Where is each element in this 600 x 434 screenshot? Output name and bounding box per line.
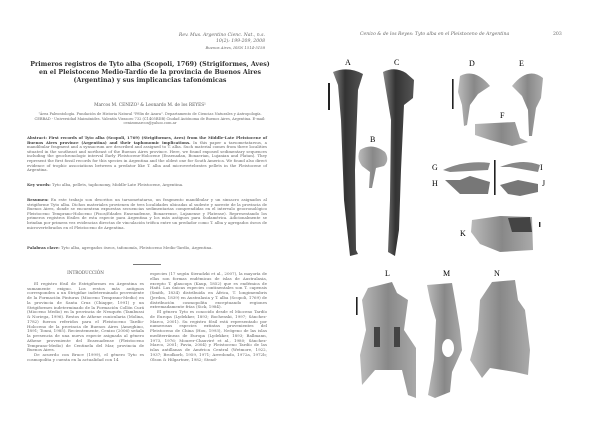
affiliation: ¹Área Paleontología. Fundación de Historia Natural "Félix de Azara". Departamento de Ciencias Naturales y Antropología. CEBBAD - Universidad Maimónides. Valentín Virasoro 732 (C1405BDB) Ciudad Autónoma de Buenos Aires, Argentina. E-mail: cenizomarcos@yahoo.com.ar — [34, 112, 266, 126]
palabras-clave-text: Tyto alba, agregados óseos, tafonomía, Pleistoceno Medio-Tardío, Argentina. — [59, 245, 213, 250]
figure-label-f: F — [500, 111, 505, 120]
fossil-i-mandible — [500, 162, 540, 172]
abstract-label: Abstract: First records of Tyto alba (Scopoli, 1769) (Strigiformes, Aves) from the Middle-Late Pleistocene of Buenos Aires province (Argentina) and their taphonomic implications. — [27, 135, 267, 145]
figure-label-h: H — [432, 179, 438, 188]
scale-bar-a — [328, 83, 330, 110]
palabras-clave-label: Palabras clave: — [27, 245, 60, 250]
fossil-detail — [508, 217, 532, 232]
journal-citation: Rev. Mus. Argentino Cienc. Nat., n.s. — [178, 33, 265, 38]
running-header: Cenizo & de los Reyes: Tyto alba en el Pleistoceno de Argentina — [360, 32, 510, 37]
figure-label-i: I — [540, 163, 543, 172]
scale-bar-k — [539, 222, 540, 227]
journal-volume: 10(2): 199-209, 2008 — [215, 39, 265, 44]
fossil-j-mandible — [500, 180, 538, 196]
figure-label-l: L — [385, 269, 390, 278]
fossil-f-element — [475, 122, 528, 146]
right-page — [300, 0, 600, 434]
figure-label-n: N — [494, 269, 500, 278]
article-title: Primeros registros de Tyto alba (Scopoli, 1769) (Strigiformes, Aves) en el Pleistoceno Medio-Tardío de la provincia de Buenos Aires (Argentina) y sus implicancias tafonómicas — [30, 61, 270, 84]
fossil-g-mandible — [443, 162, 490, 172]
body-paragraph: especies (17 según Sieradzki et al., 2007), la mayoría de ellas son formas endémicas de islas de Australasia, excepto T. glaucops (Kaup, 1852) que es endémica de Haití. Las únicas especies continentales son T. capensis (Smith, 1834) distribuida en África, T. longimembris (Jerdon, 1839) en Australasia y T. alba (Scopoli, 1769) de distribución cosmopolita exceptuando regiones extremadamente frías (Sick, 1984). — [150, 271, 267, 310]
authors: Marcos M. CENIZO¹ & Leonardo M. de los REYES¹ — [94, 103, 206, 108]
abstract — [27, 136, 267, 173]
figure-label-b: B — [370, 135, 376, 144]
fossil-detail — [374, 327, 380, 347]
page-number: 203 — [553, 32, 562, 37]
fossil-figure — [300, 0, 600, 434]
journal-header — [179, 33, 265, 51]
scale-bar-d — [452, 79, 454, 109]
keywords-text: Tyto alba, pellets, taphonomy, Middle-Late Pleistocene, Argentina. — [50, 182, 184, 187]
figure-label-m: M — [443, 269, 451, 278]
fossil-l-synsacrum — [360, 282, 416, 398]
journal-issn: Buenos Aires, ISSN 1514-5158 — [205, 45, 265, 50]
figure-label-g: G — [432, 163, 438, 172]
scale-bar-gj — [494, 160, 496, 195]
fossil-m-synsacrum — [427, 283, 462, 398]
column-left — [27, 271, 144, 363]
fossil-e-element — [512, 74, 543, 137]
scale-bar-l — [356, 297, 358, 315]
fossil-b-element — [358, 146, 387, 188]
figure-label-c: C — [394, 58, 400, 67]
keywords — [27, 183, 267, 188]
figure-label-k: K — [460, 229, 466, 238]
body-paragraph: De acuerdo con Bruce (1999), el género Tyto es cosmopolita y cuenta en la actualidad con 14 — [27, 352, 144, 362]
body-paragraph: El registro fósil de Estrigiformes en Argentina es sumamente exiguo. Los restos más antiguos corresponden a un Strigidae indeterminado proveniente de la Formación Pinturas (Mioceno Temprano-Medio) en la provincia de Santa Cruz (Chiappe, 1991) y un Strigiformes indeterminado de la Formación Collón Curá (Mioceno Medio) en la provincia de Neuquén (Tambussi & Noriega, 1996). Restos de Athene cunicularia (Molina, 1782) fueron referidos para el Pleistoceno Tardío-Holoceno de la provincia de Buenos Aires (Ameghino, 1891; Tonni, 1985). Recientemente, Cenizo (2006) señala la presencia de una nueva especie asignada al género Athene proveniente del Ensenadense (Pleistoceno Temprano-Medio) de Centinela del Mar, provincia de Buenos Aires. — [27, 280, 144, 353]
fossil-detail — [442, 339, 454, 357]
figure-label-d: D — [469, 59, 475, 68]
intro-heading: INTRODUCCIÓN — [67, 270, 104, 275]
resumen-label: Resumen: — [27, 197, 49, 202]
column-right — [150, 272, 267, 362]
resumen — [27, 198, 267, 230]
resumen-text: En este trabajo son descritos un tarsometatarso, un fragmento mandibular y un sinsacro asignados al strigiforme Tyto alba. Dichos materiales provienen de tres localidades ubicadas al sudeste y noreste de la provincia de Buenos Aires, donde se encuentran expuestas secuencias sedimentarias comprendidas en el intervalo geocronológico Pleistoceno Temprano-Holoceno (Pisos/Edades Ensenadense, Bonaerense, Lujanense y Platense). Representando los primeros registros fósiles de esta especie para Argentina y los más antiguos para Sudamérica. Adicionalmente se brindan por primera vez evidencias directas de vinculación trófica entre un predador como T. alba y agregados óseos de microvertebrados en el Pleistoceno de Argentina. — [27, 197, 267, 230]
fossil-d-element — [458, 74, 490, 126]
figure-label-j: J — [542, 179, 546, 188]
body-paragraph: El género Tyto es conocido desde el Mioceno Tardío de Europa (Lydekker, 1893; Bochenski, 1997; Sánchez-Marco, 2001). Su registro fósil está representado por numerosas especies extintas provenientes del Pleistoceno de China (Hou, 1993), Neógeno de las islas mediterráneas de Europa (Lydekker, 1893; Ballmann, 1973, 1976; Mourer-Chauviré et al., 1980; Sánchez-Marco, 2001; Pavia, 2004) y Pleistoceno Tardío de las islas antillanas de América Central (Wetmore, 1922, 1937; Brodkorb, 1959, 1971; Arredondo, 1972a, 1972b; Olson & Hilgartner, 1982; Stead- — [150, 309, 267, 362]
abstract-text: In this paper a tarsometatarsus, a mandibular fragment and a synsacrum are described and assigned to T. alba. Such material comes from three localities situated in the southeast and northeast of the Buenos Aires province. Here, we found exposed sedimentary sequences including the geochronologic interval Early Pleistocene-Holocene (Ensenadan, Bonaerian, Lujanian and Platan). They represent the first fossil records for this species in Argentina and the oldest one for South America. We found also direct evidence of trophic associations between a predator like T. alba and microvertebrates pellets in the Pleistocene of Argentina. — [27, 139, 268, 173]
fossil-a-tarsometatarsus — [333, 69, 363, 256]
fossil-c-tarsometatarsus — [383, 69, 414, 256]
palabras-clave — [27, 246, 267, 251]
fossil-detail — [394, 327, 400, 347]
keywords-label: Key words: — [27, 182, 51, 187]
fossil-n-synsacrum — [470, 280, 530, 378]
figure-label-e: E — [519, 59, 524, 68]
figure-label-a: A — [345, 58, 351, 67]
fossil-h-mandible — [445, 176, 490, 194]
section-divider — [133, 264, 161, 265]
